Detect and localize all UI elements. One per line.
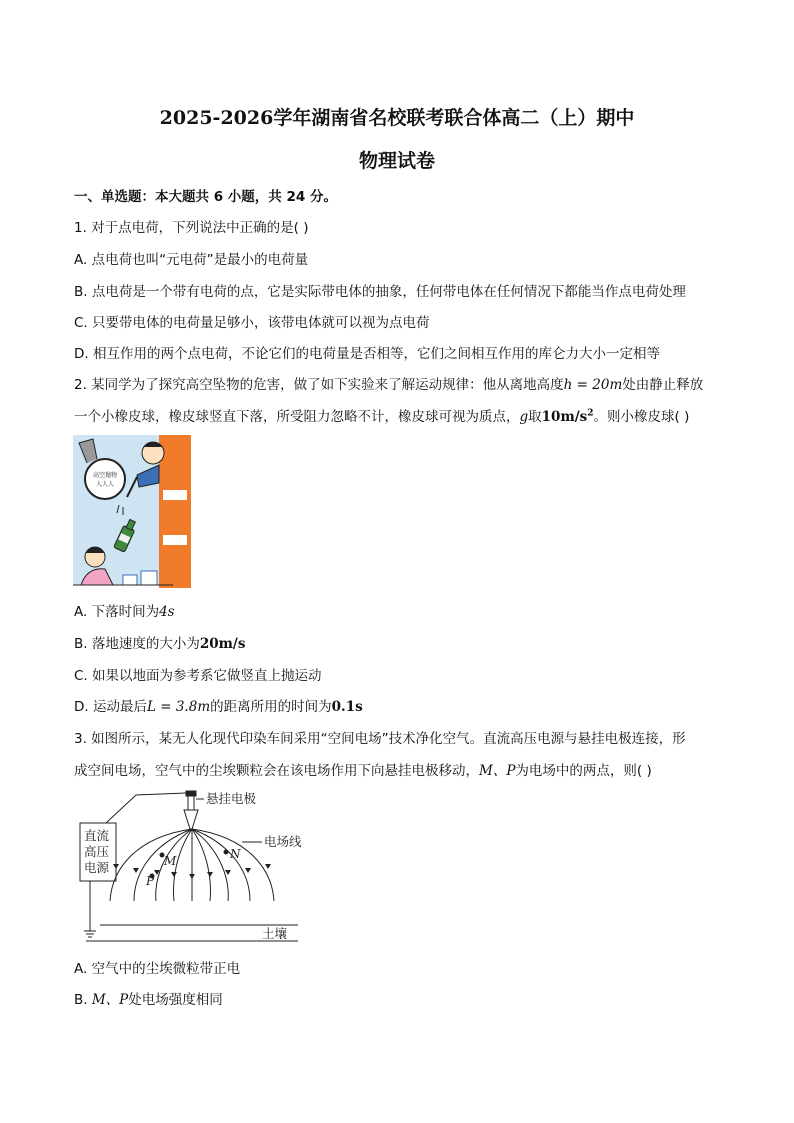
q3-stem-line1: 3. 如图所示，某无人化现代印染车间采用“空间电场”技术净化空气。直流高压电源与悬挂电极连接，形 [74, 731, 686, 747]
q2-option-d: D. 运动最后L = 3.8m的距离所用的时间为0.1s [74, 699, 363, 715]
field-line-label: 电场线 [264, 834, 302, 849]
point-m-label: M [164, 854, 177, 868]
power-label-3: 电源 [84, 860, 110, 875]
page-subtitle: 物理试卷 [358, 150, 435, 172]
q3-option-a: A. 空气中的尘埃微粒带正电 [74, 961, 241, 977]
svg-text:人人人: 人人人 [95, 481, 115, 488]
q2-option-a: A. 下落时间为4s [74, 604, 175, 620]
falling-object-cartoon [73, 435, 191, 588]
power-label-2: 高压 [84, 844, 110, 859]
q1-option-b: B. 点电荷是一个带有电荷的点，它是实际带电体的抽象，任何带电体在任何情况下都能当作点电荷处理 [74, 284, 686, 300]
q2-stem-line1: 2. 某同学为了探究高空坠物的危害，做了如下实验来了解运动规律：他从离地高度h = 20m处由静止释放 [74, 377, 704, 393]
point-n-label: N [230, 847, 241, 861]
electric-field-diagram [76, 789, 308, 947]
q2-stem-line2: 一个小橡皮球，橡皮球竖直下落，所受阻力忽略不计，橡皮球可视为质点，g取$10m/s^2$。则小橡皮球( ) [74, 408, 690, 425]
sign-text: 高空抛物 [92, 472, 118, 479]
q1-stem: 1. 对于点电荷，下列说法中正确的是( ) [74, 220, 309, 236]
q3-stem-line2: 成空间电场，空气中的尘埃颗粒会在该电场作用下向悬挂电极移动，M、P为电场中的两点，则( ) [74, 763, 652, 779]
power-label-1: 直流 [84, 828, 110, 843]
section-heading: 一、单选题：本大题共 6 小题，共 24 分。 [74, 189, 337, 205]
q3-option-b: B. M、P处电场强度相同 [74, 992, 223, 1008]
q2-option-c: C. 如果以地面为参考系它做竖直上抛运动 [74, 668, 322, 684]
soil-label: 土壤 [262, 926, 288, 941]
electrode-label: 悬挂电极 [206, 791, 257, 806]
q1-option-a: A. 点电荷也叫“元电荷”是最小的电荷量 [74, 252, 309, 268]
q2-option-b: B. 落地速度的大小为20m/s [74, 636, 246, 652]
point-n-dot [224, 850, 229, 855]
q1-option-d: D. 相互作用的两个点电荷，不论它们的电荷量是否相等，它们之间相互作用的库仑力大小一定相等 [74, 346, 660, 362]
page-title: 2025-2026学年湖南省名校联考联合体高二（上）期中 [159, 107, 635, 129]
q1-option-c: C. 只要带电体的电荷量足够小，该带电体就可以视为点电荷 [74, 315, 430, 331]
point-p-label: P [146, 874, 155, 888]
